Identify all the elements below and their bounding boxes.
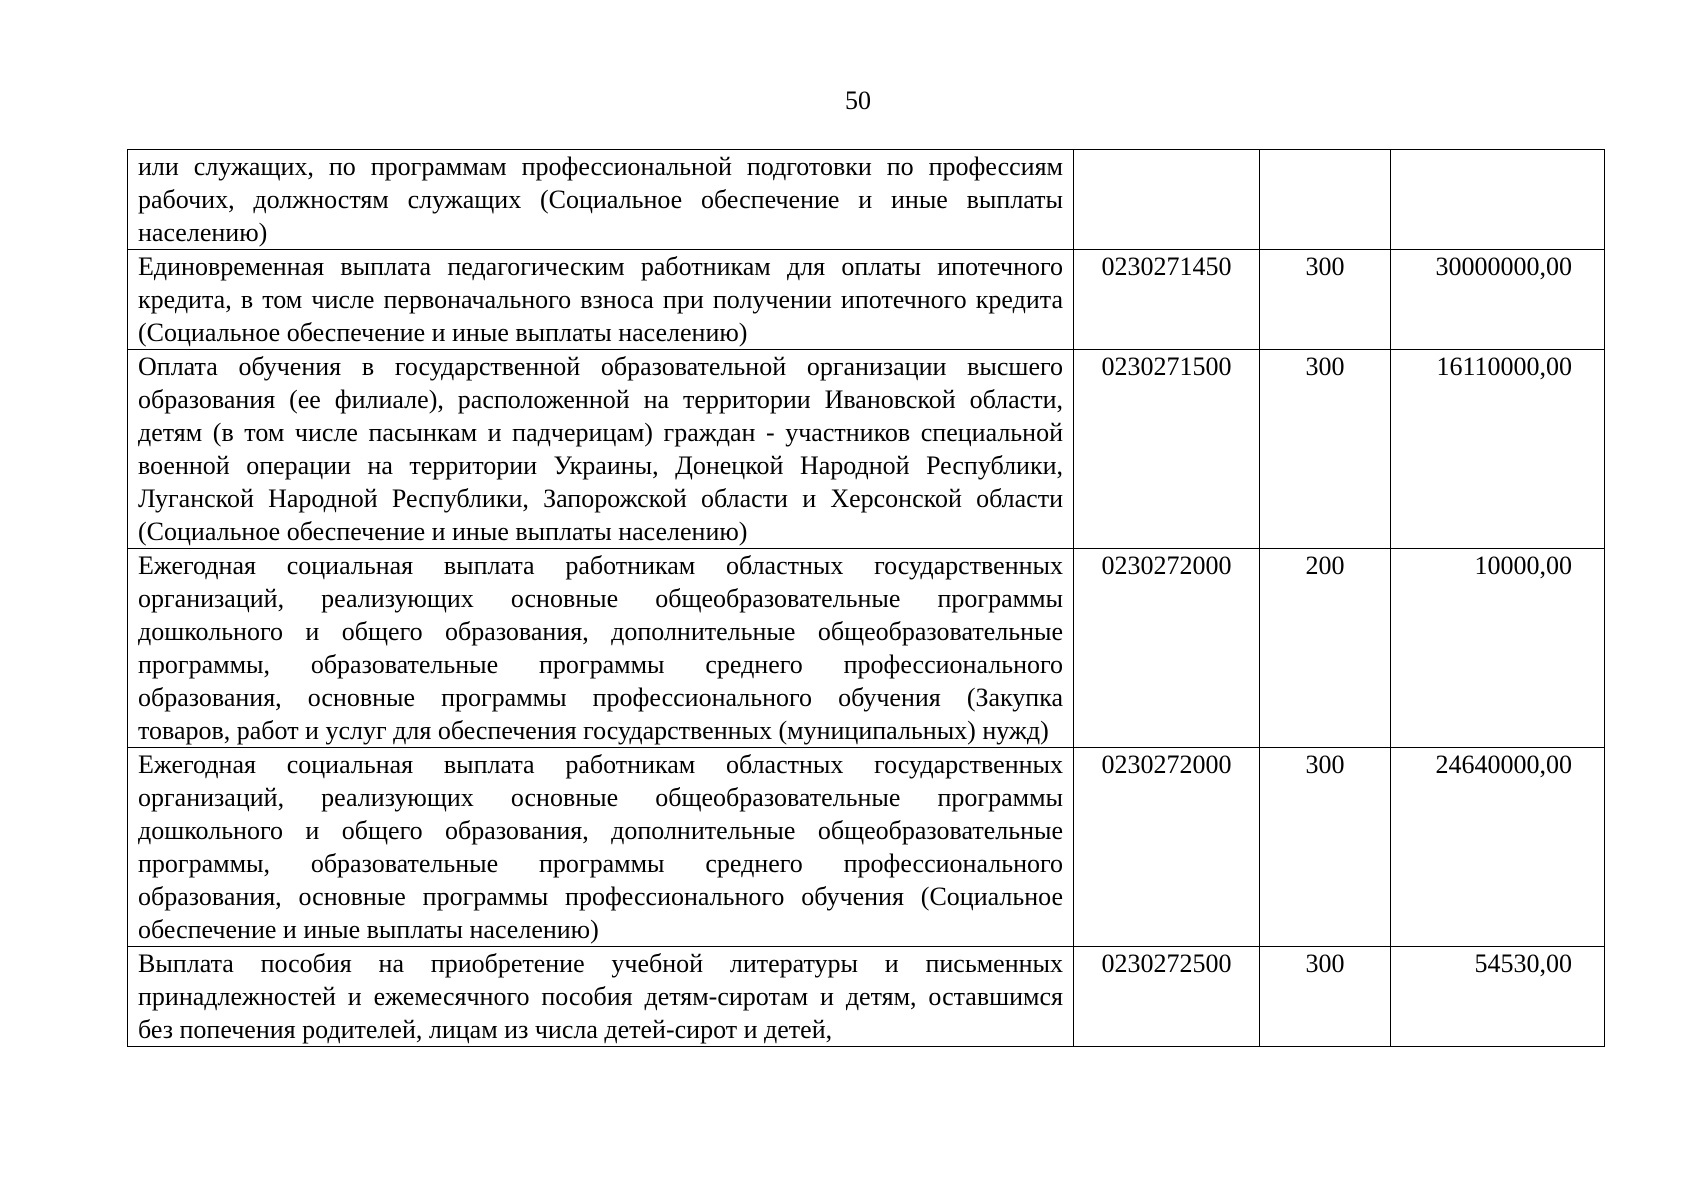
row-expense-type: 200 <box>1260 549 1391 748</box>
row-description: или служащих, по программам профессиональной подготовки по профессиям рабочих, должностям служащих (Социальное обеспечение и иные выплаты населению) <box>128 150 1074 250</box>
table-row <box>128 947 1605 1047</box>
row-amount: 16110000,00 <box>1391 350 1605 549</box>
row-description: Выплата пособия на приобретение учебной литературы и письменных принадлежностей и ежемесячного пособия детям-сиротам и детям, оставшимся без попечения родителей, лицам из числа детей-сирот и детей, <box>128 947 1074 1047</box>
row-target-code <box>1074 150 1260 250</box>
table-row <box>128 150 1605 250</box>
row-amount: 24640000,00 <box>1391 748 1605 947</box>
row-target-code: 0230271450 <box>1074 250 1260 350</box>
row-amount: 10000,00 <box>1391 549 1605 748</box>
row-target-code: 0230271500 <box>1074 350 1260 549</box>
row-description: Ежегодная социальная выплата работникам областных государственных организаций, реализующих основные общеобразовательные программы дошкольного и общего образования, дополнительные общеобразовательные программы, образовательные программы среднего профессионального образования, основные программы профессионального обучения (Закупка товаров, работ и услуг для обеспечения государственных (муниципальных) нужд) <box>128 549 1074 748</box>
page-number: 50 <box>845 86 871 115</box>
table-row <box>128 350 1605 549</box>
table-row <box>128 250 1605 350</box>
table-row <box>128 748 1605 947</box>
row-expense-type: 300 <box>1260 350 1391 549</box>
row-expense-type: 300 <box>1260 250 1391 350</box>
row-description: Единовременная выплата педагогическим работникам для оплаты ипотечного кредита, в том числе первоначального взноса при получении ипотечного кредита (Социальное обеспечение и иные выплаты населению) <box>128 250 1074 350</box>
row-target-code: 0230272000 <box>1074 549 1260 748</box>
row-description: Оплата обучения в государственной образовательной организации высшего образования (ее филиале), расположенной на территории Ивановской области, детям (в том числе пасынкам и падчерицам) граждан - участников специальной военной операции на территории Украины, Донецкой Народной Республики, Луганской Народной Республики, Запорожской области и Херсонской области (Социальное обеспечение и иные выплаты населению) <box>128 350 1074 549</box>
budget-table <box>127 149 1605 1047</box>
row-target-code: 0230272500 <box>1074 947 1260 1047</box>
row-expense-type: 300 <box>1260 947 1391 1047</box>
row-expense-type <box>1260 150 1391 250</box>
row-description: Ежегодная социальная выплата работникам областных государственных организаций, реализующих основные общеобразовательные программы дошкольного и общего образования, дополнительные общеобразовательные программы, образовательные программы среднего профессионального образования, основные программы профессионального обучения (Социальное обеспечение и иные выплаты населению) <box>128 748 1074 947</box>
row-amount <box>1391 150 1605 250</box>
row-expense-type: 300 <box>1260 748 1391 947</box>
table-row <box>128 549 1605 748</box>
row-amount: 54530,00 <box>1391 947 1605 1047</box>
row-amount: 30000000,00 <box>1391 250 1605 350</box>
row-target-code: 0230272000 <box>1074 748 1260 947</box>
